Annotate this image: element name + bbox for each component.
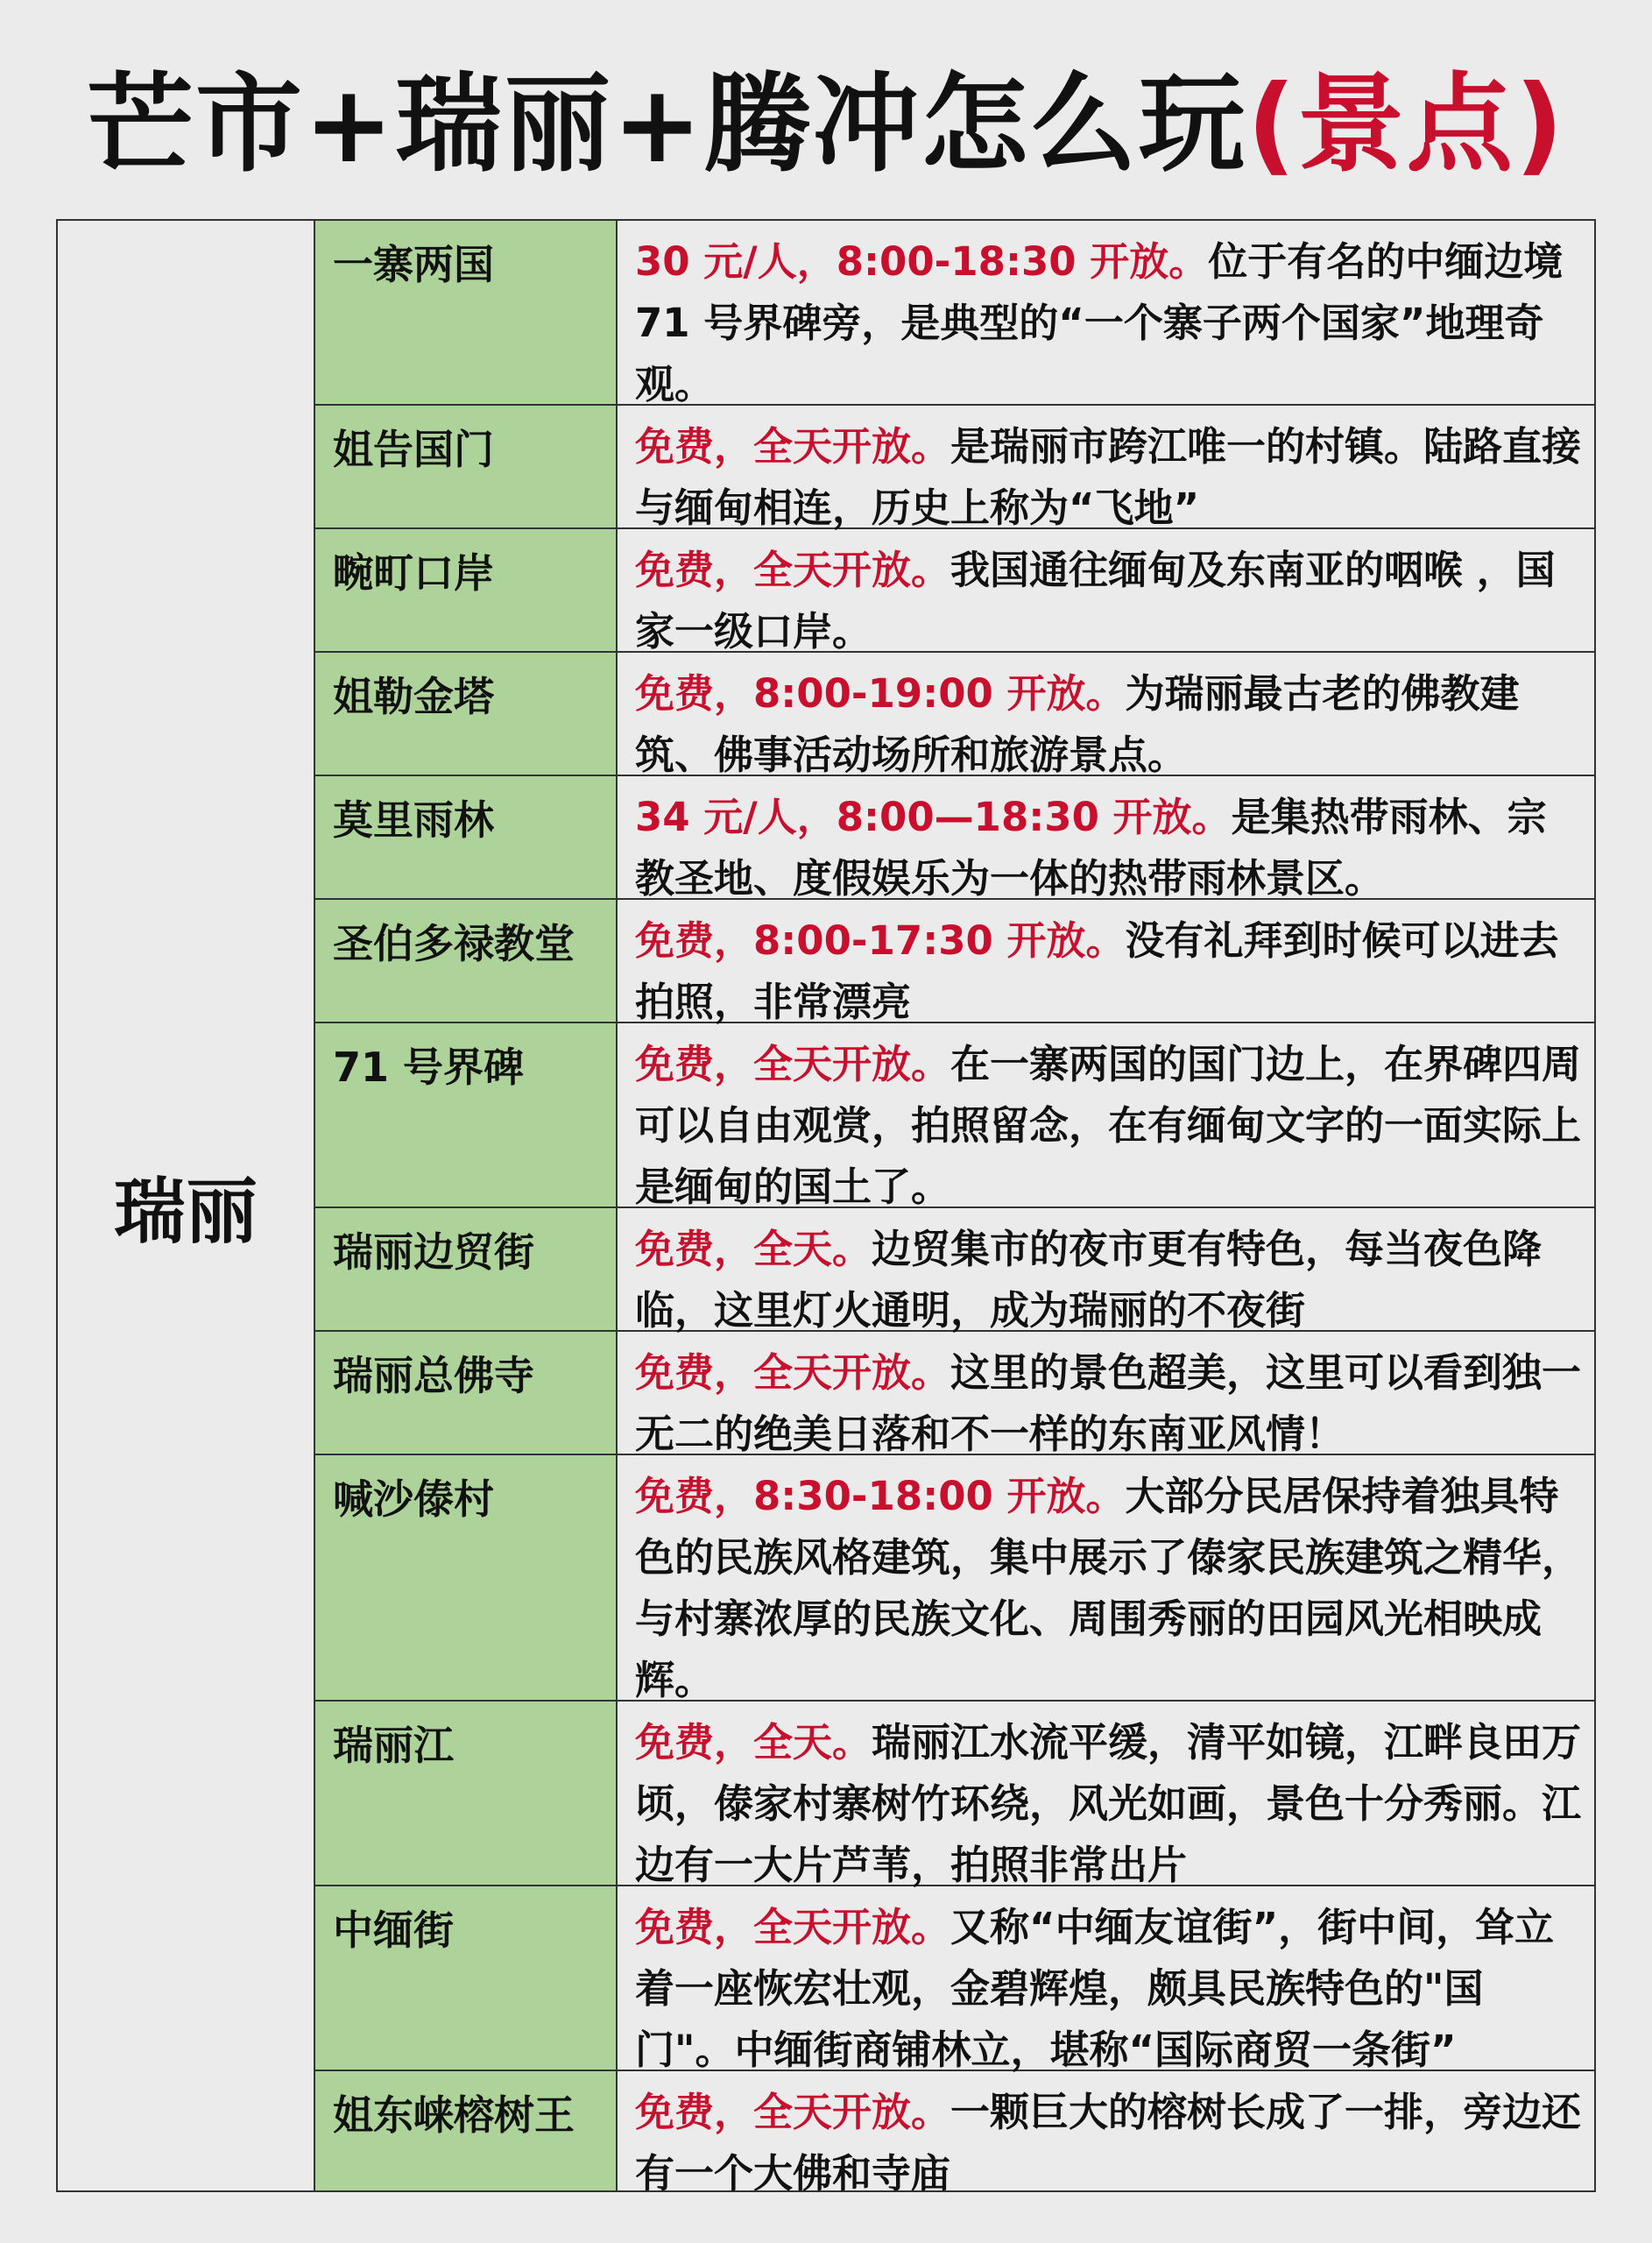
table-row — [315, 221, 1594, 406]
title-highlight: (景点) — [1246, 62, 1565, 187]
attraction-name: 瑞丽总佛寺 — [315, 1332, 618, 1454]
attraction-info: 34 元/人，8:00—18:30 开放。 — [635, 794, 1232, 840]
attraction-desc — [618, 900, 1594, 1025]
attraction-name: 瑞丽边贸街 — [315, 1208, 618, 1330]
attraction-text: 位于有名的中缅边境 71 号界碑旁，是典型的“一个寨子两个国家”地理奇观。 — [635, 238, 1564, 407]
attraction-text: 又称“中缅友谊街”，街中间，耸立着一座恢宏壮观，金碧辉煌，颇具民族特色的"国门"。中缅街商铺林立，堪称“国际商贸一条街” — [635, 1904, 1555, 2073]
attraction-info: 免费，8:00-17:30 开放。 — [635, 917, 1126, 964]
attraction-text: 这里的景色超美，这里可以看到独一无二的绝美日落和不一样的东南亚风情！ — [635, 1349, 1582, 1457]
attraction-desc — [618, 653, 1594, 778]
attraction-name: 喊沙傣村 — [315, 1455, 618, 1700]
attraction-name: 71 号界碑 — [315, 1023, 618, 1206]
attraction-text: 为瑞丽最古老的佛教建筑、佛事活动场所和旅游景点。 — [635, 670, 1520, 778]
attraction-info: 免费，全天。 — [635, 1226, 872, 1272]
attraction-name: 姐勒金塔 — [315, 653, 618, 775]
attraction-info: 免费，全天开放。 — [635, 1904, 951, 1950]
attraction-info: 免费，全天开放。 — [635, 2089, 951, 2135]
attraction-name: 畹町口岸 — [315, 529, 618, 651]
attraction-text: 没有礼拜到时候可以进去拍照，非常漂亮 — [635, 917, 1559, 1025]
attraction-name: 圣伯多禄教堂 — [315, 900, 618, 1022]
attraction-desc — [618, 1332, 1594, 1457]
title-main: 芒市+瑞丽+腾冲怎么玩 — [87, 62, 1247, 187]
attraction-info: 免费，全天开放。 — [635, 1349, 951, 1396]
attraction-text: 是集热带雨林、宗教圣地、度假娱乐为一体的热带雨林景区。 — [635, 794, 1547, 902]
attractions-table — [56, 219, 1596, 2197]
attraction-desc — [618, 1208, 1594, 1334]
page-title — [0, 54, 1652, 195]
attraction-name: 姐东崃榕树王 — [315, 2071, 618, 2190]
attraction-info: 免费，全天开放。 — [635, 1041, 951, 1087]
table-row — [315, 2071, 1594, 2197]
attraction-desc — [618, 221, 1594, 407]
attraction-name: 瑞丽江 — [315, 1702, 618, 1885]
table-row — [315, 406, 1594, 529]
table-row — [315, 1332, 1594, 1455]
attraction-desc — [618, 1023, 1594, 1210]
attraction-name: 一寨两国 — [315, 221, 618, 404]
attraction-info: 免费，8:00-19:00 开放。 — [635, 670, 1126, 717]
attraction-text: 边贸集市的夜市更有特色，每当夜色降临，这里灯火通明，成为瑞丽的不夜街 — [635, 1226, 1543, 1334]
attraction-info: 免费，8:30-18:00 开放。 — [635, 1473, 1126, 1519]
attraction-text: 瑞丽江水流平缓，清平如镜，江畔良田万顷，傣家村寨树竹环绕，风光如画，景色十分秀丽。江边有一大片芦苇，拍照非常出片 — [635, 1719, 1582, 1888]
table-row — [315, 1702, 1594, 1886]
attraction-text: 大部分民居保持着独具特色的民族风格建筑，集中展示了傣家民族建筑之精华，与村寨浓厚的民族文化、周围秀丽的田园风光相映成辉。 — [635, 1473, 1582, 1703]
attraction-desc — [618, 406, 1594, 531]
attraction-info: 免费，全天。 — [635, 1719, 872, 1765]
attraction-desc — [618, 1455, 1594, 1703]
attraction-text: 我国通往缅甸及东南亚的咽喉 ，国家一级口岸。 — [635, 547, 1556, 655]
table-row — [315, 776, 1594, 900]
table-row — [315, 1886, 1594, 2071]
attraction-info: 免费，全天开放。 — [635, 423, 951, 470]
attraction-desc — [618, 1886, 1594, 2073]
attraction-text: 在一寨两国的国门边上，在界碑四周可以自由观赏，拍照留念，在有缅甸文字的一面实际上是缅甸的国土了。 — [635, 1041, 1582, 1210]
table-row — [315, 653, 1594, 776]
attraction-text: 一颗巨大的榕树长成了一排，旁边还有一个大佛和寺庙 — [635, 2089, 1582, 2197]
attraction-desc — [618, 2071, 1594, 2197]
table-row — [315, 900, 1594, 1023]
attractions-rows — [315, 221, 1594, 2197]
attraction-text: 是瑞丽市跨江唯一的村镇。陆路直接与缅甸相连，历史上称为“飞地” — [635, 423, 1582, 531]
table-row — [315, 1208, 1594, 1332]
table-row — [315, 1455, 1594, 1702]
region-cell: 瑞丽 — [58, 221, 315, 2190]
attraction-name: 姐告国门 — [315, 406, 618, 527]
table-row — [315, 529, 1594, 653]
attraction-desc — [618, 1702, 1594, 1888]
attraction-name: 莫里雨林 — [315, 776, 618, 898]
attraction-desc — [618, 529, 1594, 655]
attraction-desc — [618, 776, 1594, 902]
attraction-name: 中缅街 — [315, 1886, 618, 2070]
table-row — [315, 1023, 1594, 1208]
attraction-info: 免费，全天开放。 — [635, 547, 951, 593]
attraction-info: 30 元/人，8:00-18:30 开放。 — [635, 238, 1209, 285]
